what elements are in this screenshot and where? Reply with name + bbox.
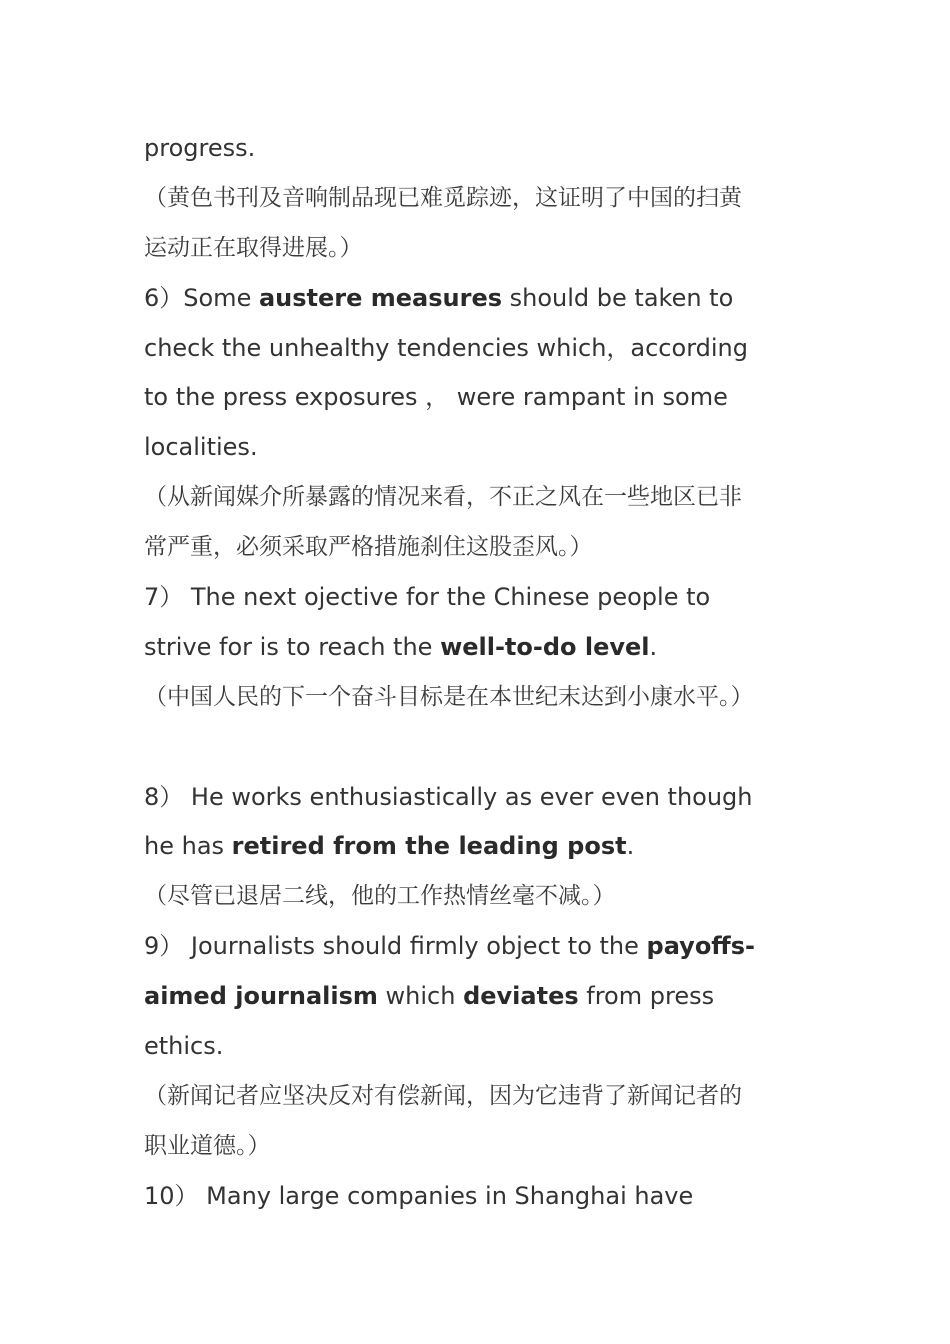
text-span: 常严重，必须采取严格措施刹住这股歪风。） (144, 534, 593, 561)
item6-english-line-1 (144, 274, 814, 324)
text-span: which (377, 982, 464, 1011)
item9-english-line-3 (144, 1022, 814, 1072)
text-span: he has (144, 832, 232, 861)
text-span: （从新闻媒介所暴露的情况来看，不正之风在一些地区已非 (144, 484, 742, 511)
key-phrase: retired from the leading post (231, 832, 627, 861)
item8-translation-line-1 (144, 872, 814, 922)
item6-english-line-3 (144, 373, 814, 423)
key-phrase: austere measures (258, 283, 503, 312)
key-phrase: well-to-do level (440, 632, 650, 661)
document-body (144, 124, 814, 1222)
item10-english-line-1 (144, 1172, 814, 1222)
text-span: 7） The next ojective for the Chinese people to (144, 583, 711, 612)
item7-translation-line-1 (144, 673, 814, 723)
text-span: （新闻记者应坚决反对有偿新闻，因为它违背了新闻记者的 (144, 1082, 742, 1109)
item9-translation-line-2 (144, 1122, 814, 1172)
item5-translation-line-1 (144, 174, 814, 224)
text-span: should be taken to (502, 283, 734, 312)
item6-translation-line-1 (144, 473, 814, 523)
text-span: 8） He works enthusiastically as ever even though (144, 782, 753, 811)
text-span: （中国人民的下一个奋斗目标是在本世纪末达到小康水平。） (144, 683, 754, 710)
key-phrase: aimed journalism (144, 982, 378, 1011)
text-span: . (626, 832, 635, 861)
text-span: 运动正在取得进展。） (144, 234, 363, 261)
item8-english-line-1 (144, 773, 814, 823)
item9-english-line-1 (144, 922, 814, 972)
item5-translation-line-2 (144, 224, 814, 274)
key-phrase: payoffs- (646, 932, 755, 961)
item7-english-line-2 (144, 623, 814, 673)
text-span: 职业道德。） (144, 1132, 271, 1159)
text-span: （尽管已退居二线，他的工作热情丝毫不减。） (144, 883, 616, 910)
item6-translation-line-2 (144, 523, 814, 573)
blank-line (144, 723, 814, 773)
text-span: from press (578, 982, 715, 1011)
text-span: strive for is to reach the (144, 632, 441, 661)
text-span: progress. (144, 134, 256, 162)
text-span: 6）Some (144, 283, 259, 312)
key-phrase: deviates (463, 982, 579, 1011)
text-span: （黄色书刊及音响制品现已难觅踪迹，这证明了中国的扫黄 (144, 184, 742, 211)
text-span: localities. (144, 433, 258, 462)
text-span: 10） Many large companies in Shanghai have (144, 1181, 694, 1210)
item6-english-line-4 (144, 423, 814, 473)
item9-english-line-2 (144, 972, 814, 1022)
item8-english-line-2 (144, 822, 814, 872)
text-span: . (649, 632, 658, 661)
text-span: ethics. (144, 1032, 224, 1061)
item7-english-line-1 (144, 573, 814, 623)
item9-translation-line-1 (144, 1072, 814, 1122)
text-span: check the unhealthy tendencies which，according (144, 333, 748, 362)
text-span: 9） Journalists should firmly object to the (144, 932, 647, 961)
text-span: to the press exposures ， were rampant in some (144, 383, 728, 412)
item6-english-line-2 (144, 324, 814, 374)
item5-english-tail (144, 124, 814, 174)
